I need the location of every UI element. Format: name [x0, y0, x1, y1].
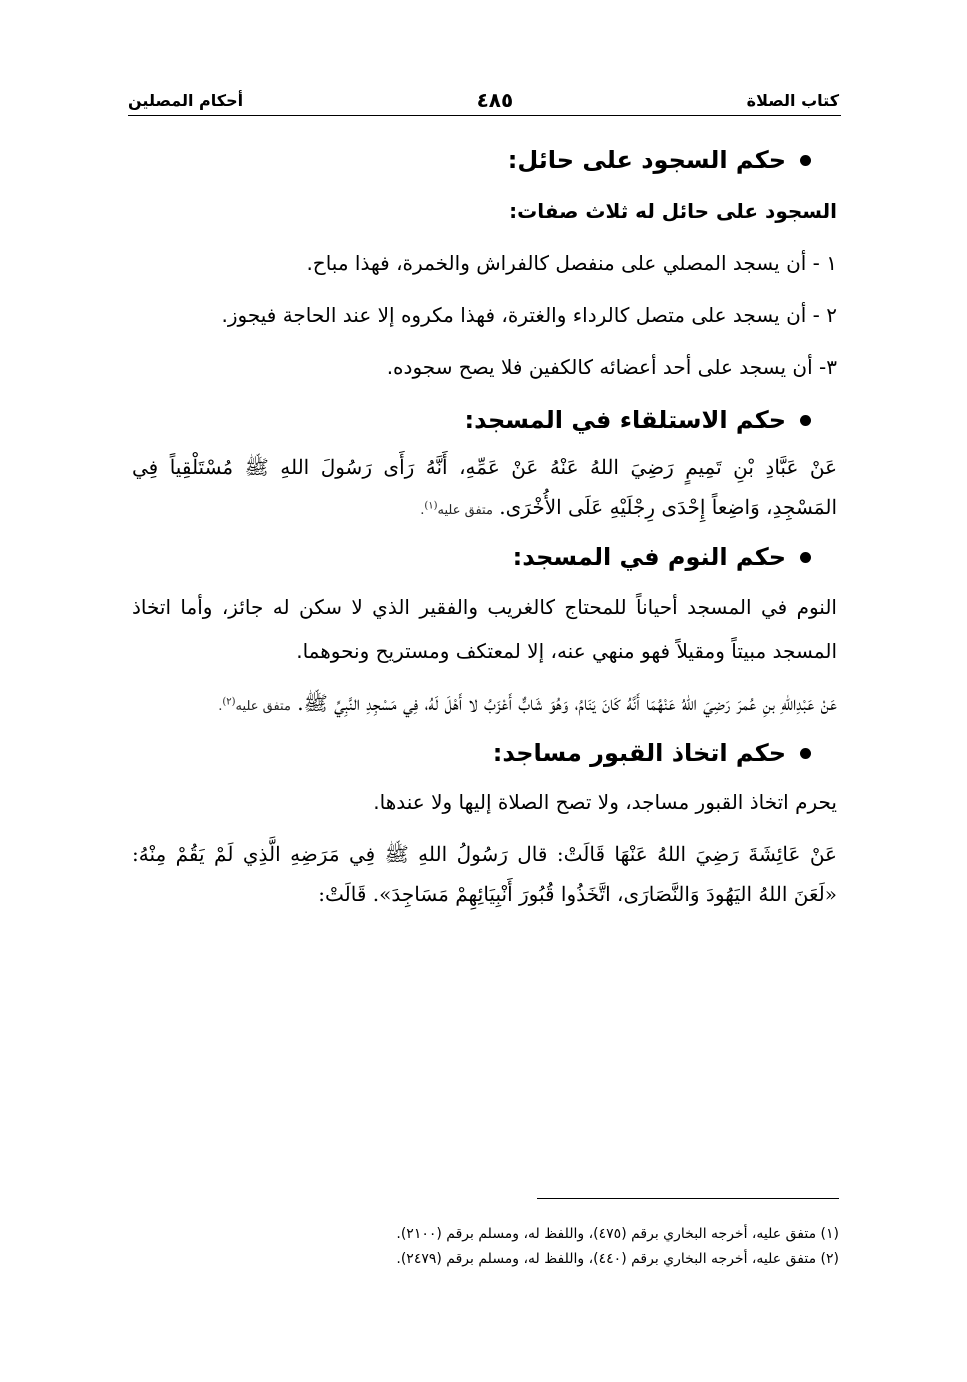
- bullet-icon: [800, 748, 811, 759]
- footnote-marker[interactable]: (٢): [222, 696, 236, 708]
- header-divider: [128, 115, 841, 116]
- header-chapter-title: أحكام المصلين: [128, 90, 244, 110]
- section-heading-text: حكم الاستلقاء في المسجد:: [464, 405, 786, 434]
- bullet-icon: [800, 155, 811, 166]
- hadith-text: عَنْ عَائِشَةَ رَضِيَ اللهُ عَنْهَا قَالَتْ: قال رَسُولُ اللهِ ﷺ فِي مَرَضِهِ الَّذِي لَمْ يَقُمْ مِنْهُ: «لَعَنَ اللهُ اليَهُودَ وَالنَّصَارَى، اتَّخَذُوا قُبُورَ أَنْبِيَائِهِمْ مَسَاجِدَ». قَالَتْ:: [132, 842, 837, 907]
- hadith-text: [132, 683, 837, 723]
- hadith-text: [132, 447, 837, 527]
- section-heading-text: حكم اتخاذ القبور مساجد:: [492, 738, 786, 767]
- page-body: [132, 144, 837, 914]
- bullet-icon: [800, 415, 811, 426]
- hadith-reference: متفق عليه$^{(١)}$.: [420, 500, 493, 519]
- section-heading-prostration: [132, 144, 837, 178]
- footnote-item: (١) متفق عليه، أخرجه البخاري برقم (٤٧٥)، واللفظ له، ومسلم برقم (٢١٠٠).: [396, 1226, 839, 1242]
- numbered-item: ١ - أن يسجد المصلي على منفصل كالفراش والخمرة، فهذا مباح.: [306, 250, 837, 275]
- hadith-body: عَنْ عَبَّادِ بْنِ تَمِيمٍ رَضِيَ اللهُ عَنْهُ عَنْ عَمِّهِ، أَنَّهُ رَأَى رَسُولَ اللهِ ﷺ مُسْتَلْقِياً فِي المَسْجِدِ، وَاضِعاً إِحْدَى رِجْلَيْهِ عَلَى الأُخْرَى.: [132, 455, 837, 520]
- hadith-body: عَنْ عَبْدِاللهِ بنِ عُمرَ رَضِيَ اللهُ عَنْهُمَا أَنَّهُ كَانَ يَنَامُ، وَهُوَ شَابٌّ أَعْزَبُ لا أَهْلَ لَهُ، فِي مَسْجِدِ النَّبِيِّ ﷺ.: [297, 690, 837, 715]
- footnote-divider: [537, 1198, 839, 1199]
- section-heading-text: حكم النوم في المسجد:: [512, 543, 786, 572]
- footnotes: [132, 1222, 839, 1271]
- numbered-item: ٢ - أن يسجد على متصل كالرداء والغترة، فهذا مكروه إلا عند الحاجة فيجوز.: [221, 302, 837, 327]
- section-subheading: السجود على حائل له ثلاث صفات:: [509, 198, 837, 223]
- page-number: ٤٨٥: [476, 88, 514, 112]
- section-heading-lying: [132, 404, 837, 438]
- bullet-icon: [800, 552, 811, 563]
- ruling-paragraph: النوم في المسجد أحياناً للمحتاج كالغريب والفقير الذي لا سكن له جائز، وأما اتخاذ المسجد مبيتاً ومقيلاً فهو منهي عنه، إلا لمعتكف ومستريح ونحوهما.: [132, 594, 837, 663]
- section-heading-sleeping: [132, 541, 837, 575]
- hadith-reference: متفق عليه$^{(٢)}$.: [218, 696, 291, 714]
- running-header: [128, 86, 839, 114]
- footnote-marker[interactable]: (١): [424, 500, 438, 512]
- section-heading-text: حكم السجود على حائل:: [507, 146, 786, 174]
- section-heading-graves: [132, 737, 837, 771]
- header-book-title: كتاب الصلاة: [746, 90, 839, 110]
- numbered-item: ٣- أن يسجد على أحد أعضائه كالكفين فلا يصح سجوده.: [386, 354, 837, 379]
- ruling-paragraph: يحرم اتخاذ القبور مساجد، ولا تصح الصلاة إليها ولا عندها.: [373, 790, 837, 815]
- footnote-item: (٢) متفق عليه، أخرجه البخاري برقم (٤٤٠)، واللفظ له، ومسلم برقم (٢٤٧٩).: [396, 1250, 839, 1267]
